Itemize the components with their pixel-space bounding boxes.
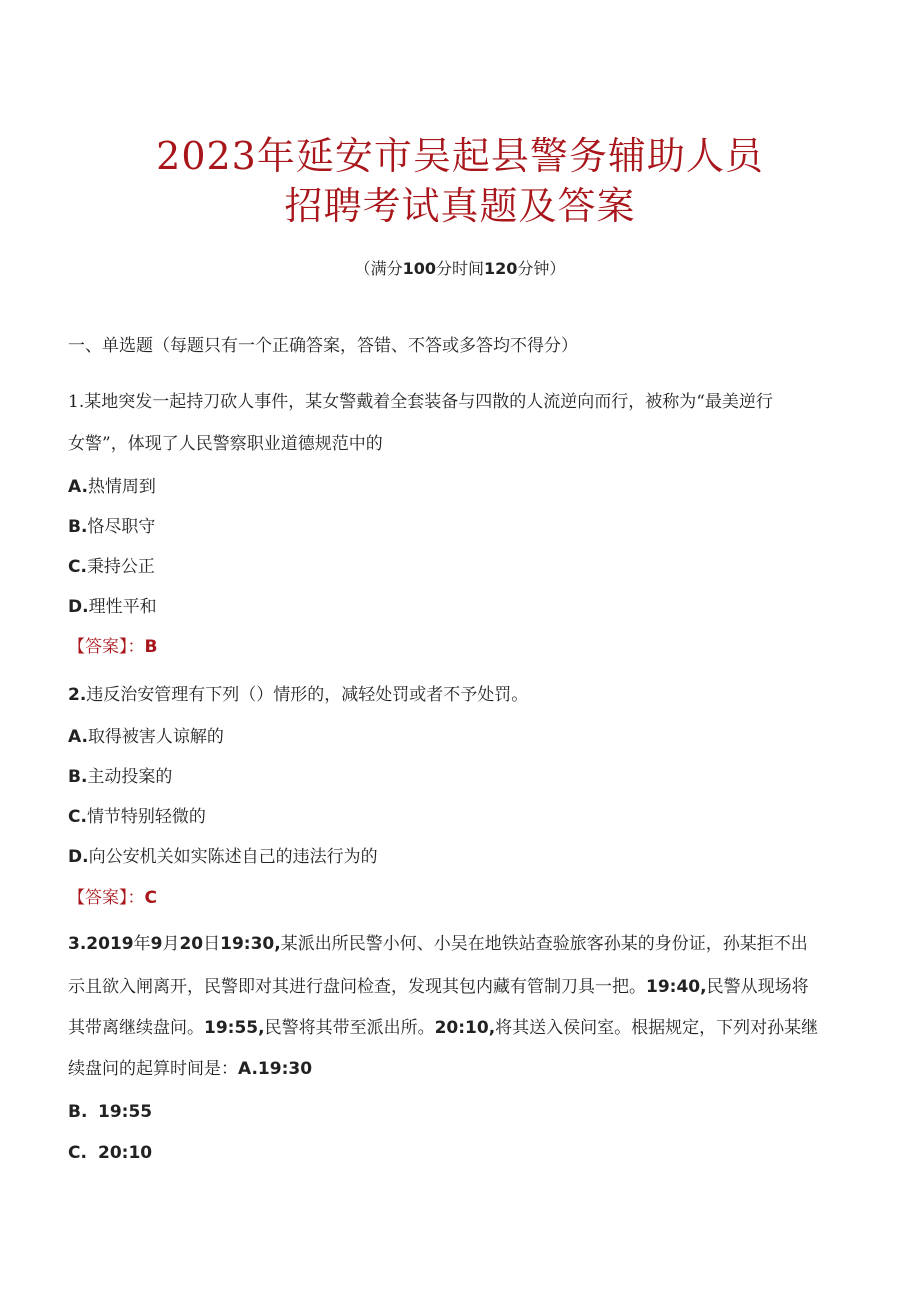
q3-seg: 20:10, <box>434 1018 496 1038</box>
q3-seg: 续盘问的起算时间是： <box>68 1059 238 1079</box>
exam-info-post: 分钟） <box>517 259 566 278</box>
q3-seg: 3.2019 <box>68 934 134 954</box>
q3-option-c <box>68 1141 858 1165</box>
option-text: 秉持公正 <box>86 557 155 577</box>
document-title-line2: 招聘考试真题及答案 <box>284 184 636 228</box>
q2-option-d <box>68 845 858 869</box>
q2-answer <box>68 886 858 910</box>
q3-seg: 9 <box>150 934 163 954</box>
option-letter: D. <box>68 597 89 617</box>
q1-option-d <box>68 595 858 619</box>
option-text: 向公安机关如实陈述自己的违法行为的 <box>88 847 378 867</box>
option-text: 主动投案的 <box>87 767 173 787</box>
q3-seg: 民警将其带至派出所。 <box>264 1018 435 1038</box>
option-text: 20:10 <box>98 1143 153 1163</box>
exam-info-pre: （满分 <box>354 259 403 278</box>
option-letter: A. <box>68 477 88 497</box>
q1-text-line1: 1.某地突发一起持刀砍人事件，某女警戴着全套装备与四散的人流逆向而行，被称为“最美逆行 <box>68 392 773 412</box>
exam-info-mid: 分时间 <box>435 259 484 278</box>
option-text: 取得被害人谅解的 <box>87 727 224 747</box>
exam-info <box>0 256 920 279</box>
q3-seg: 将其送入侯问室。根据规定，下列对孙某继 <box>495 1018 819 1038</box>
option-letter: C. <box>68 557 87 577</box>
q2-text <box>68 683 858 707</box>
total-score: 100 <box>402 259 436 278</box>
q1-answer <box>68 635 858 659</box>
q3-seg: 其带离继续盘问。 <box>68 1018 204 1038</box>
answer-value: B <box>144 637 158 657</box>
option-letter: C. <box>68 1143 87 1163</box>
document-title-line1: 2023年延安市吴起县警务辅助人员 <box>156 134 764 178</box>
option-letter: B. <box>68 1102 88 1122</box>
q3-seg: 月 <box>162 934 180 954</box>
answer-label: 【答案】： <box>68 637 145 657</box>
option-text: 恪尽职守 <box>87 517 156 537</box>
option-text: 理性平和 <box>88 597 157 617</box>
section-heading: 一、单选题（每题只有一个正确答案，答错、不答或多答均不得分） <box>68 336 578 356</box>
q3-seg: 民警从现场将 <box>706 977 809 997</box>
q3-option-a: A.19:30 <box>238 1059 313 1079</box>
q2-option-a <box>68 725 858 749</box>
q3-text-line1 <box>68 932 858 956</box>
answer-label: 【答案】： <box>68 888 145 908</box>
answer-value: C <box>144 888 157 908</box>
q3-text-line3 <box>68 1016 858 1040</box>
q3-seg: 19:55, <box>204 1018 265 1038</box>
option-letter: C. <box>68 807 87 827</box>
option-letter: D. <box>68 847 89 867</box>
q1-option-a <box>68 475 858 499</box>
q3-text-line4 <box>68 1057 858 1081</box>
q3-seg: 示且欲入闸离开，民警即对其进行盘问检查，发现其包内藏有管制刀具一把。 <box>68 977 646 997</box>
q1-option-c <box>68 555 858 579</box>
q3-seg: 某派出所民警小何、小吴在地铁站查验旅客孙某的身份证，孙某拒不出 <box>280 934 808 954</box>
q1-option-b <box>68 515 858 539</box>
q1-text-line2: 女警”，体现了人民警察职业道德规范中的 <box>68 434 383 454</box>
question-text: 违反治安管理有下列（）情形的，减轻处罚或者不予处罚。 <box>86 685 529 705</box>
option-letter: B. <box>68 767 88 787</box>
exam-duration: 120 <box>484 259 518 278</box>
option-letter: B. <box>68 517 88 537</box>
option-letter: A. <box>68 727 88 747</box>
question-number: 2. <box>68 685 87 705</box>
option-text: 热情周到 <box>87 477 156 497</box>
q2-option-b <box>68 765 858 789</box>
q3-text-line2 <box>68 975 858 999</box>
q3-option-b <box>68 1100 858 1124</box>
option-text: 情节特别轻微的 <box>86 807 206 827</box>
q3-seg: 19:40, <box>646 977 707 997</box>
q3-seg: 20 <box>179 934 204 954</box>
q2-option-c <box>68 805 858 829</box>
q3-seg: 日 <box>203 934 221 954</box>
option-text: 19:55 <box>98 1102 153 1122</box>
q3-seg: 年 <box>133 934 151 954</box>
q3-seg: 19:30, <box>220 934 281 954</box>
